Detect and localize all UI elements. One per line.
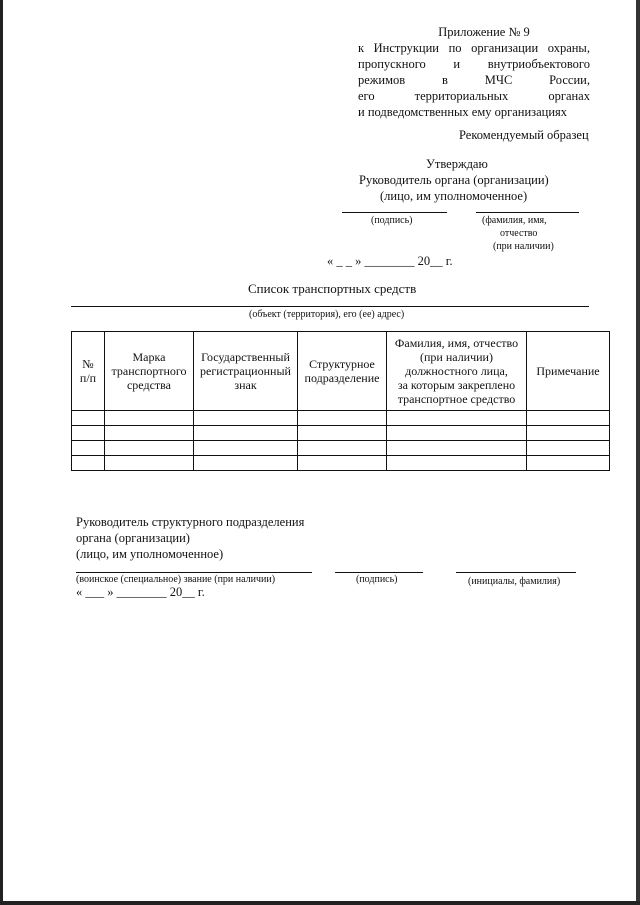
header-text: должностного лица, xyxy=(405,364,508,378)
appendix-block xyxy=(358,24,590,120)
signer-signature-caption: (подпись) xyxy=(356,574,398,585)
table-cell xyxy=(105,441,194,456)
approve-position: Руководитель органа (организации) xyxy=(359,173,549,187)
appendix-line-4 xyxy=(358,88,590,104)
signer-signature-line xyxy=(335,572,423,573)
header-text: № xyxy=(82,357,94,371)
table-cell xyxy=(72,456,105,471)
header-department xyxy=(298,332,387,411)
signer-authorized: (лицо, им уполномоченное) xyxy=(76,547,224,561)
table-row xyxy=(72,426,610,441)
table-cell xyxy=(527,456,610,471)
vehicles-table xyxy=(71,331,610,471)
header-note xyxy=(527,332,610,411)
word: МЧС xyxy=(484,73,513,87)
header-text: регистрационный xyxy=(200,364,291,378)
header-text: подразделение xyxy=(304,371,380,385)
approve-title: Утверждаю xyxy=(426,157,488,171)
list-title: Список транспортных средств xyxy=(248,281,417,296)
approve-signature-caption: (подпись) xyxy=(371,215,413,226)
approve-name-caption-1: (фамилия, имя, xyxy=(482,215,547,226)
header-text: за которым закреплено xyxy=(397,378,516,392)
rank-line xyxy=(76,572,312,573)
table-row xyxy=(72,456,610,471)
word: Инструкции xyxy=(373,41,439,55)
approve-name-caption-3: (при наличии) xyxy=(493,241,554,252)
table-cell xyxy=(387,456,527,471)
table-cell xyxy=(527,441,610,456)
table-cell xyxy=(387,441,527,456)
table-cell xyxy=(298,441,387,456)
signer-organization: органа (организации) xyxy=(76,531,190,545)
header-text: транспортного xyxy=(111,364,187,378)
word: территориальных xyxy=(414,89,509,103)
table-cell xyxy=(194,411,298,426)
table-cell xyxy=(527,426,610,441)
scan-left-edge xyxy=(0,0,3,905)
header-text: Фамилия, имя, отчество xyxy=(394,336,519,350)
header-text: транспортное средство xyxy=(397,392,516,406)
header-text: Государственный xyxy=(201,350,290,364)
table-cell xyxy=(72,426,105,441)
header-text: п/п xyxy=(79,371,97,385)
table-cell xyxy=(387,411,527,426)
appendix-line-2 xyxy=(358,56,590,72)
word: в xyxy=(442,73,448,87)
table-row xyxy=(72,441,610,456)
table-cell xyxy=(105,411,194,426)
appendix-line-3 xyxy=(358,72,590,88)
header-text: (при наличии) xyxy=(420,350,493,364)
recommended-sample-label: Рекомендуемый образец xyxy=(459,128,589,142)
table-cell xyxy=(387,426,527,441)
word: по xyxy=(448,41,462,55)
rank-caption: (воинское (специальное) звание (при наличии) xyxy=(76,574,276,585)
word: режимов xyxy=(358,73,406,87)
table-cell xyxy=(194,456,298,471)
initials-line xyxy=(456,572,576,573)
table-cell xyxy=(527,411,610,426)
object-address-caption: (объект (территория), его (ее) адрес) xyxy=(249,309,405,320)
header-make xyxy=(105,332,194,411)
appendix-title: Приложение № 9 xyxy=(438,25,530,39)
table-header-row xyxy=(72,332,610,411)
table-cell xyxy=(72,411,105,426)
word: внутриобъектового xyxy=(487,57,590,71)
header-text: Примечание xyxy=(536,364,600,378)
header-number xyxy=(72,332,105,411)
word: пропускного xyxy=(358,57,426,71)
table-cell xyxy=(298,411,387,426)
approve-name-caption-2: отчество xyxy=(500,228,538,239)
appendix-line-1 xyxy=(358,40,590,56)
appendix-line-5: и подведомственных ему организациях xyxy=(358,105,568,119)
word: к xyxy=(358,41,365,55)
scan-bottom-edge xyxy=(0,901,640,905)
table-cell xyxy=(194,441,298,456)
signer-date: « ___ » ________ 20__ г. xyxy=(76,585,205,599)
header-responsible-person xyxy=(387,332,527,411)
header-text: знак xyxy=(234,378,257,392)
table-cell xyxy=(194,426,298,441)
word: органах xyxy=(548,89,590,103)
word: и xyxy=(453,57,461,71)
table-cell xyxy=(72,441,105,456)
table-cell xyxy=(105,426,194,441)
word: России, xyxy=(549,73,590,87)
table-cell xyxy=(298,426,387,441)
word: организации xyxy=(471,41,539,55)
approve-date: « _ _ » ________ 20__ г. xyxy=(327,254,453,268)
word: его xyxy=(358,89,375,103)
approve-authorized: (лицо, им уполномоченное) xyxy=(380,189,528,203)
header-text: средства xyxy=(126,378,171,392)
header-text: Структурное xyxy=(309,357,375,371)
signer-position: Руководитель структурного подразделения xyxy=(76,515,305,529)
object-address-line xyxy=(71,306,589,307)
table-row xyxy=(72,411,610,426)
approve-signature-line xyxy=(342,212,447,213)
header-text: Марка xyxy=(132,350,166,364)
table-cell xyxy=(105,456,194,471)
header-registration xyxy=(194,332,298,411)
scan-right-edge xyxy=(636,0,640,905)
table-cell xyxy=(298,456,387,471)
initials-caption: (инициалы, фамилия) xyxy=(468,576,561,587)
approve-name-line xyxy=(476,212,579,213)
word: охраны, xyxy=(547,41,590,55)
